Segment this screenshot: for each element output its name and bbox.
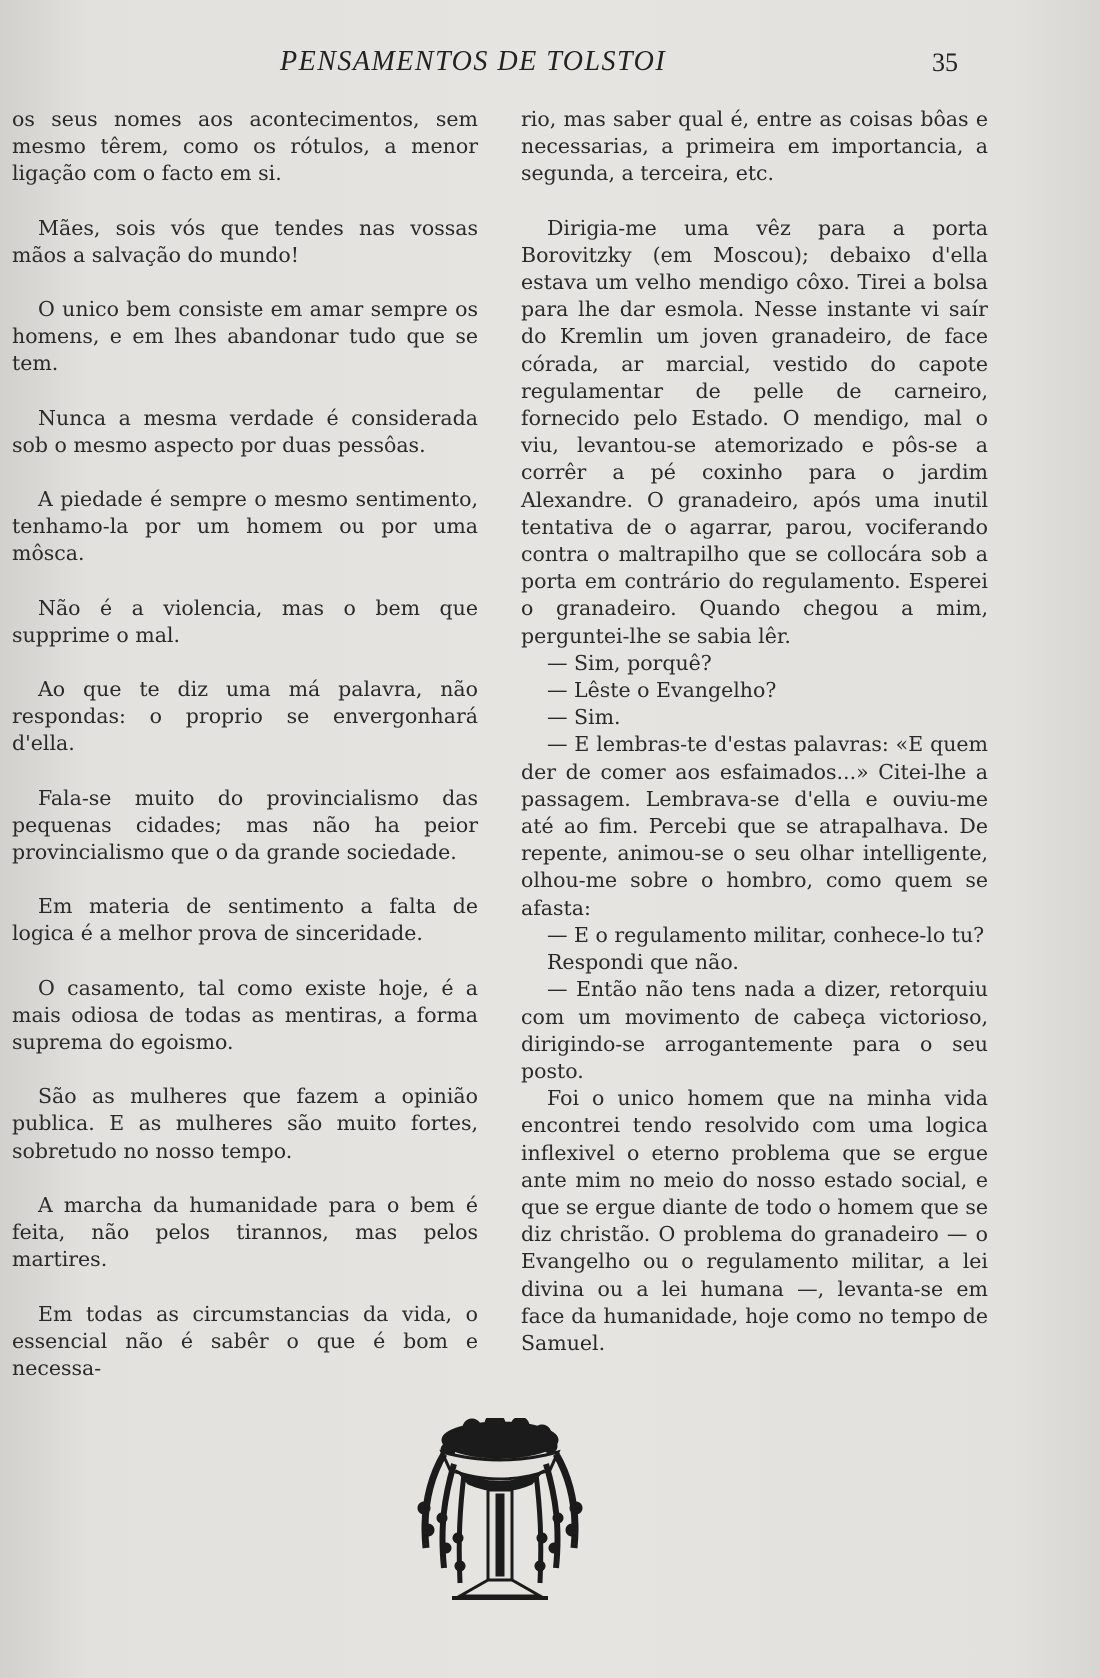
paragraph: Não é a violencia, mas o bem que supprime o mal. <box>12 595 478 647</box>
conclusion-paragraph: Foi o unico homem que na minha vida encontrei tendo resolvido com uma logica inflexivel o eterno problema que se ergue ante mim no meio do nosso estado social, e que se ergue diante de todo o homem que se diz christão. O problema do granadeiro — o Evangelho ou o regulamento militar, a lei divina ou a lei humana —, levanta-se em face da humanidade, hoje como no tempo de Samuel. <box>521 1086 988 1355</box>
paragraph: Fala-se muito do provincialismo das pequenas cidades; mas não ha peior provincialismo que o da grande sociedade. <box>12 785 478 865</box>
paragraph: os seus nomes aos acontecimentos, sem mesmo têrem, como os rótulos, a menor ligação com o facto em si. <box>12 107 478 186</box>
paragraph: A piedade é sempre o mesmo sentimento, tenhamo-la por um homem ou por uma môsca. <box>12 487 478 566</box>
paragraph: rio, mas saber qual é, entre as coisas bôas e necessarias, a primeira em importancia, a segunda, a terceira, etc. <box>521 107 988 186</box>
paragraph: São as mulheres que fazem a opinião publica. E as mulheres são muito fortes, sobretudo no nosso tempo. <box>12 1084 478 1163</box>
running-title: PENSAMENTOS DE TOLSTOI <box>280 46 667 77</box>
dialogue-line: — Então não tens nada a dizer, retorquiu com um movimento de cabeça victorioso, dirigindo-se arrogantemente para o seu posto. <box>521 977 988 1083</box>
vase-with-hanging-vines-icon <box>400 1418 600 1603</box>
paragraph: A marcha da humanidade para o bem é feita, não pelos tirannos, mas pelos martires. <box>12 1192 478 1272</box>
left-column <box>12 106 478 1409</box>
dialogue-line: — E lembras-te d'estas palavras: «E quem der de comer aos esfaimados...» Citei-lhe a passagem. Lembrava-se d'ella e ouviu-me até ao fim. Percebi que se atrapalhava. De repente, animou-se o seu olhar intelligente, olhou-me sobre o hombro, como quem se afasta: <box>521 732 988 920</box>
page-number: 35 <box>932 48 958 77</box>
dialogue-line: — Sim, porquê? <box>547 650 712 675</box>
paragraph: O unico bem consiste em amar sempre os homens, e em lhes abandonar tudo que se tem. <box>12 297 478 376</box>
paragraph: O casamento, tal como existe hoje, é a mais odiosa de todas as mentiras, a forma suprema do egoismo. <box>12 975 478 1055</box>
paragraph: Em todas as circumstancias da vida, o essencial não é sabêr o que é bom e necessa- <box>12 1301 478 1380</box>
paragraph: Ao que te diz uma má palavra, não respondas: o proprio se envergonhará d'ella. <box>12 677 478 756</box>
right-column <box>521 106 988 1357</box>
dialogue-line: — Lêste o Evangelho? <box>547 678 777 703</box>
story-paragraph: Dirigia-me uma vêz para a porta Borovitzky (em Moscou); debaixo d'ella estava um velho mendigo côxo. Tirei a bolsa para lhe dar esmola. Nesse instante vi saír do Kremlin um joven granadeiro, de face córada, ar marcial, vestido do capote regulamentar de pelle de carneiro, fornecido pelo Estado. O mendigo, mal o viu, levantou-se atemorizado e pôs-se a corrêr a pé coxinho para o jardim Alexandre. O granadeiro, após uma inutil tentativa de o agarrar, parou, vociferando contra o maltrapilho que se collocára sob a porta em contrário do regulamento. Esperei o granadeiro. Quando chegou a mim, perguntei-lhe se sabia lêr. <box>521 215 988 648</box>
paragraph: Em materia de sentimento a falta de logica é a melhor prova de sinceridade. <box>12 894 478 946</box>
paragraph: Mães, sois vós que tendes nas vossas mãos a salvação do mundo! <box>12 215 478 267</box>
dialogue-line: — E o regulamento militar, conhece-lo tu? <box>547 922 985 947</box>
dialogue-line: — Sim. <box>547 705 621 730</box>
page-header <box>0 46 1100 86</box>
dialogue-line: Respondi que não. <box>547 950 739 975</box>
paragraph: Nunca a mesma verdade é considerada sob o mesmo aspecto por duas pessôas. <box>12 405 478 457</box>
